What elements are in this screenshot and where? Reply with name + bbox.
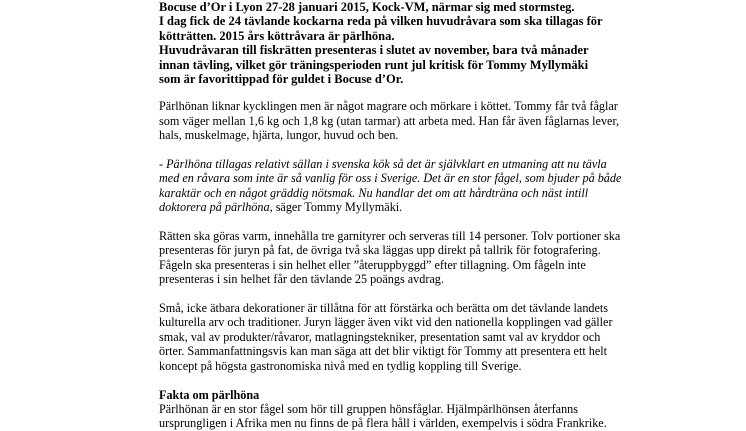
quote-attribution: säger Tommy Myllymäki. (272, 200, 403, 215)
quote-line: med en råvara som inte är så vanlig för oss i Sverige. Det är en stor fågel, som bjuder på både (159, 171, 622, 186)
body-line: Små, icke ätbara dekorationer är tillåtna för att förstärka och berätta om det tävlande landets (159, 301, 609, 316)
body-line: presenteras i sin helhet får den tävlande 25 poängs avdrag. (159, 272, 444, 287)
lead-line: I dag fick de 24 tävlande kockarna reda på vilken huvudråvara som ska tillagas för (159, 14, 603, 29)
body-line: Pärlhönan är en stor fågel som hör till gruppen hönsfåglar. Hjälmpärlhönsen återfanns (159, 401, 578, 416)
body-line: Rätten ska göras varm, innehålla tre garnityrer och serveras till 14 personer. Tolv portioner ska (159, 229, 621, 244)
lead-line: innan tävling, vilket gör träningsperioden runt jul kritisk för Tommy Myllymäki (159, 57, 589, 72)
body-line: som väger mellan 1,6 kg och 1,8 kg (utan tarmar) att arbeta med. Han får även fåglarnas lever, (159, 113, 620, 128)
paragraph-guineafowl-description (159, 99, 620, 143)
lead-paragraph (159, 0, 603, 87)
spacer (159, 287, 599, 301)
lead-line: som är favorittippad för guldet i Bocuse d’Or. (159, 72, 404, 87)
body-line: presenteras för juryn på fat, de övriga två ska läggas upp direkt på tallrik för fotografering. (159, 243, 601, 258)
spacer (159, 373, 599, 387)
spacer (159, 215, 599, 229)
body-line: örter. Sammanfattningsvis kan man säga att det blir viktigt för Tommy att presentera ett helt (159, 344, 608, 359)
press-release-document (159, 0, 622, 431)
body-line: koncept på högsta gastronomiska nivå med en tydlig koppling till Sverige. (159, 358, 522, 373)
facts-heading: Fakta om pärlhöna (159, 387, 260, 402)
quote-line: - Pärlhöna tillagas relativt sällan i svenska kök så det är självklart en utmaning att nu tävla (159, 157, 607, 172)
body-line: Fågeln ska presenteras i sin helhet eller ”återuppbyggd” efter tillagning. Om fågeln inte (159, 257, 586, 272)
spacer (159, 86, 599, 99)
facts-section (159, 387, 607, 431)
lead-line: kötträtten. 2015 års köttråvara är pärlhöna. (159, 28, 395, 43)
quote-last-line (159, 200, 599, 214)
body-line: hals, muskelmage, hjärta, lungor, huvud och ben. (159, 128, 399, 143)
paragraph-dish-rules (159, 229, 621, 287)
spacer (159, 143, 599, 157)
body-line: ursprungligen i Afrika men nu finns de på flera håll i världen, exempelvis i södra Frankrike. (159, 416, 607, 431)
lead-line: Huvudråvaran till fiskrätten presenteras i slutet av november, bara två månader (159, 43, 589, 58)
body-line: kulturella arv och traditioner. Juryn lägger även vikt vid den nationella kopplingen vad gäller (159, 315, 613, 330)
quote-paragraph (159, 157, 622, 215)
body-line: smak, val av produkter/råvaror, matlagningstekniker, presentation samt val av kryddor och (159, 329, 601, 344)
quote-line: doktorera på pärlhöna, (159, 200, 273, 215)
body-line: Pärlhönan liknar kycklingen men är något magrare och mörkare i köttet. Tommy får två fåglar (159, 99, 618, 114)
paragraph-decorations (159, 301, 613, 373)
quote-line: karaktär och en något gräddig nötsmak. Nu handlar det om att hårdträna och näst intill (159, 185, 589, 200)
lead-line: Bocuse d’Or i Lyon 27-28 januari 2015, Kock-VM, närmar sig med stormsteg. (159, 0, 575, 14)
